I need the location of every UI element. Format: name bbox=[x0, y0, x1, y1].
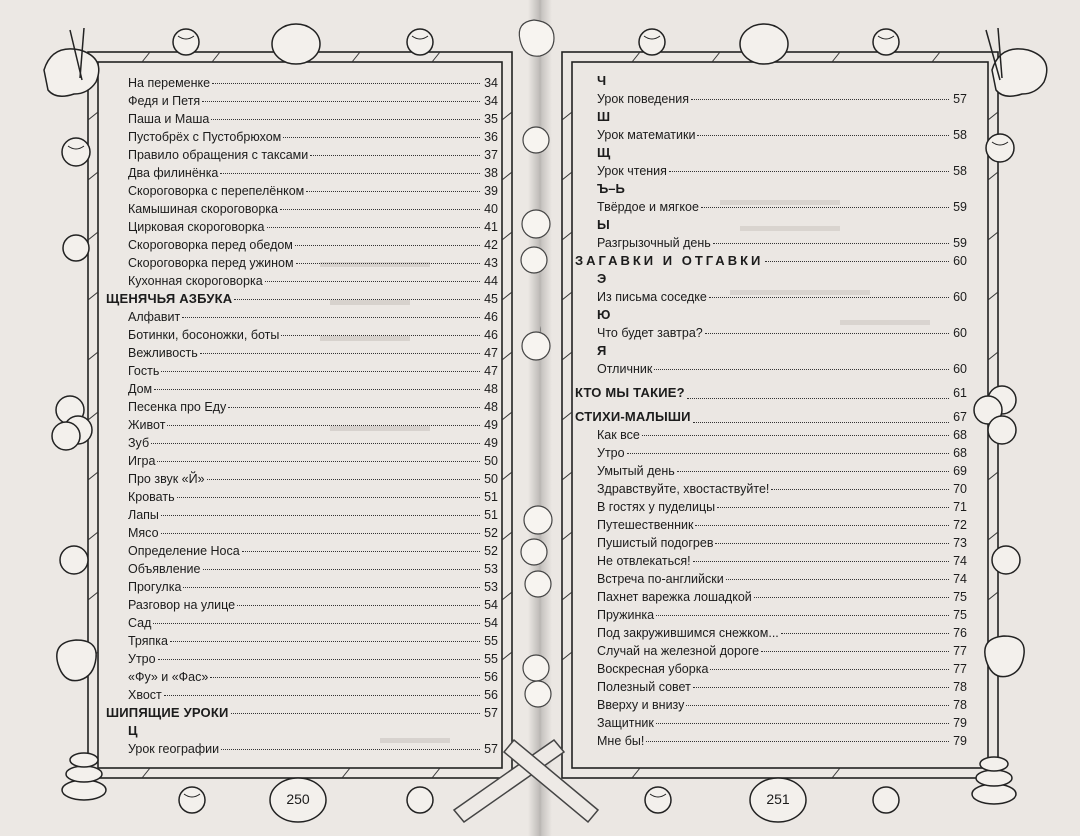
toc-entry bbox=[106, 74, 498, 92]
toc-entry-title: Воскресная уборка bbox=[597, 662, 709, 676]
dot-leader bbox=[183, 587, 480, 588]
toc-entry-title: Игра bbox=[128, 454, 156, 468]
dot-leader bbox=[242, 551, 480, 552]
toc-entry bbox=[106, 434, 498, 452]
toc-entry-title: Песенка про Еду bbox=[128, 400, 227, 414]
toc-page-number: 35 bbox=[484, 112, 498, 126]
toc-entry bbox=[575, 588, 967, 606]
dot-leader bbox=[296, 263, 480, 264]
dot-leader bbox=[161, 515, 480, 516]
toc-entry bbox=[575, 360, 967, 378]
dot-leader bbox=[200, 353, 480, 354]
toc-page-number: 69 bbox=[953, 464, 967, 478]
toc-entry-title: Встреча по-английски bbox=[597, 572, 724, 586]
toc-entry-title: ШИПЯЩИЕ УРОКИ bbox=[106, 705, 229, 720]
toc-entry-title: Утро bbox=[597, 446, 625, 460]
toc-page-number: 51 bbox=[484, 508, 498, 522]
toc-right-list bbox=[575, 72, 967, 750]
toc-entry-title: Урок географии bbox=[128, 742, 220, 756]
toc-entry bbox=[575, 126, 967, 144]
toc-page-number: 76 bbox=[953, 626, 967, 640]
toc-entry-title: Пахнет варежка лошадкой bbox=[597, 590, 752, 604]
dot-leader bbox=[691, 99, 949, 100]
toc-entry-title: Живот bbox=[128, 418, 166, 432]
toc-page-number: 73 bbox=[953, 536, 967, 550]
toc-page-number: 57 bbox=[484, 742, 498, 756]
toc-entry bbox=[106, 416, 498, 434]
toc-entry bbox=[575, 288, 967, 306]
toc-entry bbox=[575, 324, 967, 342]
toc-entry bbox=[106, 200, 498, 218]
toc-entry bbox=[106, 236, 498, 254]
dot-leader bbox=[182, 317, 480, 318]
toc-entry bbox=[575, 534, 967, 552]
toc-page-number: 74 bbox=[953, 572, 967, 586]
dot-leader bbox=[697, 135, 949, 136]
dot-leader bbox=[677, 471, 949, 472]
toc-entry bbox=[106, 380, 498, 398]
toc-entry-title: Что будет завтра? bbox=[597, 326, 703, 340]
toc-entry bbox=[106, 272, 498, 290]
dot-leader bbox=[220, 173, 480, 174]
dot-leader bbox=[781, 633, 949, 634]
toc-letter-heading: Ч bbox=[597, 73, 607, 88]
toc-entry bbox=[575, 462, 967, 480]
toc-entry-title: Урок математики bbox=[597, 128, 696, 142]
dot-leader bbox=[177, 497, 480, 498]
toc-entry bbox=[106, 560, 498, 578]
toc-page-number: 79 bbox=[953, 716, 967, 730]
toc-page-number: 52 bbox=[484, 544, 498, 558]
dot-leader bbox=[237, 605, 480, 606]
dot-leader bbox=[771, 489, 949, 490]
toc-entry-title: Не отвлекаться! bbox=[597, 554, 691, 568]
toc-entry-title: Утро bbox=[128, 652, 156, 666]
toc-entry bbox=[575, 480, 967, 498]
dot-leader bbox=[713, 243, 949, 244]
toc-entry bbox=[106, 740, 498, 758]
toc-page-number: 57 bbox=[953, 92, 967, 106]
dot-leader bbox=[761, 651, 949, 652]
toc-entry bbox=[575, 552, 967, 570]
toc-entry bbox=[106, 668, 498, 686]
toc-entry bbox=[575, 642, 967, 660]
toc-entry-title: Пружинка bbox=[597, 608, 655, 622]
gutter-balloons bbox=[514, 0, 538, 836]
dot-leader bbox=[765, 261, 949, 262]
toc-entry-title: Пушистый подогрев bbox=[597, 536, 714, 550]
toc-entry-title: Разговор на улице bbox=[128, 598, 236, 612]
toc-entry-title: Полезный совет bbox=[597, 680, 691, 694]
toc-section-heading bbox=[106, 290, 498, 308]
toc-page-number: 75 bbox=[953, 590, 967, 604]
toc-entry bbox=[575, 498, 967, 516]
toc-page-number: 61 bbox=[953, 386, 967, 400]
toc-letter-heading: Я bbox=[597, 343, 607, 358]
toc-page-number: 50 bbox=[484, 454, 498, 468]
toc-entry-title: Лапы bbox=[128, 508, 159, 522]
toc-letter-heading: Ш bbox=[597, 109, 611, 124]
toc-entry-title: Гость bbox=[128, 364, 160, 378]
dot-leader bbox=[161, 533, 480, 534]
toc-entry-title: Цирковая скороговорка bbox=[128, 220, 265, 234]
toc-page-number: 43 bbox=[484, 256, 498, 270]
toc-entry-title: Урок чтения bbox=[597, 164, 667, 178]
toc-page-number: 45 bbox=[484, 292, 498, 306]
toc-page-number: 48 bbox=[484, 382, 498, 396]
toc-letter-heading: Э bbox=[597, 271, 607, 286]
toc-entry-title: Вежливость bbox=[128, 346, 198, 360]
dot-leader bbox=[283, 137, 480, 138]
dot-leader bbox=[164, 695, 480, 696]
dot-leader bbox=[151, 443, 480, 444]
toc-entry-title: Определение Носа bbox=[128, 544, 240, 558]
dot-leader bbox=[154, 389, 480, 390]
toc-entry-title: Хвост bbox=[128, 688, 162, 702]
toc-entry-title: Отличник bbox=[597, 362, 653, 376]
toc-page-number: 78 bbox=[953, 680, 967, 694]
toc-page-number: 58 bbox=[953, 128, 967, 142]
toc-page-number: 60 bbox=[953, 326, 967, 340]
toc-left-list bbox=[106, 74, 498, 758]
dot-leader bbox=[642, 435, 949, 436]
toc-entry bbox=[106, 254, 498, 272]
toc-page-number: 42 bbox=[484, 238, 498, 252]
dot-leader bbox=[234, 299, 480, 300]
toc-entry bbox=[106, 596, 498, 614]
toc-page-number: 50 bbox=[484, 472, 498, 486]
toc-page-number: 48 bbox=[484, 400, 498, 414]
toc-entry bbox=[106, 398, 498, 416]
toc-entry-title: Зуб bbox=[128, 436, 150, 450]
dot-leader bbox=[158, 659, 480, 660]
toc-entry-title: Разгрызочный день bbox=[597, 236, 711, 250]
dot-leader bbox=[203, 569, 481, 570]
toc-page-number: 40 bbox=[484, 202, 498, 216]
toc-page-number: 38 bbox=[484, 166, 498, 180]
toc-page-number: 58 bbox=[953, 164, 967, 178]
dot-leader bbox=[228, 407, 480, 408]
toc-entry bbox=[106, 578, 498, 596]
toc-entry-title: На переменке bbox=[128, 76, 211, 90]
dot-leader bbox=[710, 669, 949, 670]
dot-leader bbox=[646, 741, 949, 742]
dot-leader bbox=[280, 209, 480, 210]
toc-entry bbox=[106, 92, 498, 110]
toc-section-heading bbox=[106, 704, 498, 722]
dot-leader bbox=[265, 281, 480, 282]
toc-entry bbox=[106, 470, 498, 488]
toc-page-number: 59 bbox=[953, 236, 967, 250]
dot-leader bbox=[153, 623, 480, 624]
dot-leader bbox=[211, 119, 480, 120]
toc-page-number: 77 bbox=[953, 644, 967, 658]
toc-entry bbox=[106, 686, 498, 704]
toc-letter-heading: Ц bbox=[128, 723, 138, 738]
dot-leader bbox=[157, 461, 480, 462]
toc-entry-title: Кухонная скороговорка bbox=[128, 274, 263, 288]
toc-entry bbox=[575, 606, 967, 624]
toc-page-number: 75 bbox=[953, 608, 967, 622]
book-gutter bbox=[528, 0, 552, 836]
toc-entry bbox=[106, 488, 498, 506]
toc-page-number: 78 bbox=[953, 698, 967, 712]
toc-entry bbox=[575, 516, 967, 534]
toc-entry bbox=[106, 362, 498, 380]
toc-entry bbox=[106, 128, 498, 146]
toc-entry-title: Мне бы! bbox=[597, 734, 645, 748]
toc-entry-title: Сад bbox=[128, 616, 152, 630]
toc-entry-title: СТИХИ-МАЛЫШИ bbox=[575, 409, 691, 424]
toc-entry-title: Кровать bbox=[128, 490, 175, 504]
toc-entry-title: Федя и Петя bbox=[128, 94, 201, 108]
toc-entry bbox=[106, 146, 498, 164]
dot-leader bbox=[686, 705, 949, 706]
toc-page-number: 34 bbox=[484, 94, 498, 108]
dot-leader bbox=[693, 687, 949, 688]
toc-entry-title: «Фу» и «Фас» bbox=[128, 670, 209, 684]
toc-entry-title: Путешественник bbox=[597, 518, 694, 532]
toc-entry bbox=[575, 198, 967, 216]
dot-leader bbox=[310, 155, 480, 156]
toc-entry bbox=[106, 182, 498, 200]
toc-entry-title: Два филинёнка bbox=[128, 166, 219, 180]
toc-page-number: 53 bbox=[484, 580, 498, 594]
toc-page-number: 68 bbox=[953, 446, 967, 460]
toc-entry-title: В гостях у пуделицы bbox=[597, 500, 716, 514]
toc-page-number: 57 bbox=[484, 706, 498, 720]
toc-entry bbox=[106, 524, 498, 542]
dot-leader bbox=[705, 333, 949, 334]
toc-entry bbox=[106, 542, 498, 560]
toc-entry bbox=[575, 660, 967, 678]
toc-entry-title: Камышиная скороговорка bbox=[128, 202, 278, 216]
toc-page-number: 59 bbox=[953, 200, 967, 214]
toc-entry-title: Умытый день bbox=[597, 464, 675, 478]
toc-page-number: 72 bbox=[953, 518, 967, 532]
toc-entry-title: Твёрдое и мягкое bbox=[597, 200, 699, 214]
dot-leader bbox=[687, 398, 949, 399]
toc-page-number: 47 bbox=[484, 346, 498, 360]
toc-entry-title: Здравствуйте, хвостаствуйте! bbox=[597, 482, 770, 496]
dot-leader bbox=[693, 422, 949, 423]
toc-entry bbox=[575, 624, 967, 642]
dot-leader bbox=[167, 425, 480, 426]
toc-page-number: 49 bbox=[484, 436, 498, 450]
toc-page-number: 70 bbox=[953, 482, 967, 496]
toc-page-number: 60 bbox=[953, 290, 967, 304]
toc-page-number: 46 bbox=[484, 328, 498, 342]
dot-leader bbox=[210, 677, 480, 678]
toc-page-number: 77 bbox=[953, 662, 967, 676]
toc-entry bbox=[106, 326, 498, 344]
toc-entry-title: ЩЕНЯЧЬЯ АЗБУКА bbox=[106, 291, 233, 306]
toc-page-number: 56 bbox=[484, 688, 498, 702]
toc-letter-heading: Ю bbox=[597, 307, 611, 322]
dot-leader bbox=[654, 369, 949, 370]
right-page bbox=[540, 0, 1080, 836]
toc-entry bbox=[575, 426, 967, 444]
dot-leader bbox=[161, 371, 480, 372]
toc-entry bbox=[575, 90, 967, 108]
toc-entry bbox=[106, 614, 498, 632]
toc-entry-title: Урок поведения bbox=[597, 92, 690, 106]
page-number-right: 251 bbox=[766, 791, 790, 807]
toc-entry bbox=[106, 650, 498, 668]
dot-leader bbox=[715, 543, 949, 544]
toc-entry-title: Паша и Маша bbox=[128, 112, 210, 126]
toc-entry bbox=[106, 218, 498, 236]
toc-page-number: 46 bbox=[484, 310, 498, 324]
dot-leader bbox=[726, 579, 949, 580]
dot-leader bbox=[267, 227, 481, 228]
dot-leader bbox=[754, 597, 949, 598]
toc-entry-title: Вверху и внизу bbox=[597, 698, 685, 712]
toc-entry-title: Объявление bbox=[128, 562, 201, 576]
dot-leader bbox=[212, 83, 480, 84]
dot-leader bbox=[295, 245, 480, 246]
toc-entry-title: Под закружившимся снежком... bbox=[597, 626, 779, 640]
toc-entry-title: КТО МЫ ТАКИЕ? bbox=[575, 385, 685, 400]
toc-entry bbox=[575, 678, 967, 696]
toc-entry bbox=[575, 696, 967, 714]
toc-entry bbox=[575, 234, 967, 252]
toc-entry-title: Прогулка bbox=[128, 580, 182, 594]
toc-page-number: 56 bbox=[484, 670, 498, 684]
dot-leader bbox=[207, 479, 480, 480]
toc-page-number: 54 bbox=[484, 598, 498, 612]
toc-page-number: 47 bbox=[484, 364, 498, 378]
toc-page-number: 79 bbox=[953, 734, 967, 748]
toc-page-number: 74 bbox=[953, 554, 967, 568]
toc-entry bbox=[106, 308, 498, 326]
toc-page-number: 54 bbox=[484, 616, 498, 630]
toc-entry bbox=[575, 714, 967, 732]
toc-entry bbox=[106, 452, 498, 470]
toc-page-number: 37 bbox=[484, 148, 498, 162]
toc-page-number: 36 bbox=[484, 130, 498, 144]
dot-leader bbox=[717, 507, 949, 508]
toc-page-number: 55 bbox=[484, 634, 498, 648]
toc-page-number: 52 bbox=[484, 526, 498, 540]
toc-section-heading bbox=[575, 402, 967, 426]
toc-entry bbox=[106, 506, 498, 524]
toc-entry-title: Алфавит bbox=[128, 310, 181, 324]
toc-entry bbox=[106, 632, 498, 650]
toc-section-heading bbox=[575, 378, 967, 402]
toc-entry bbox=[575, 732, 967, 750]
dot-leader bbox=[709, 297, 949, 298]
toc-entry-title: Из письма соседке bbox=[597, 290, 707, 304]
toc-entry-title: Скороговорка перед ужином bbox=[128, 256, 294, 270]
toc-page-number: 60 bbox=[953, 254, 967, 268]
toc-entry bbox=[106, 164, 498, 182]
toc-page-number: 41 bbox=[484, 220, 498, 234]
toc-entry bbox=[106, 110, 498, 128]
toc-entry-title: Скороговорка перед обедом bbox=[128, 238, 293, 252]
dot-leader bbox=[231, 713, 480, 714]
toc-page-number: 49 bbox=[484, 418, 498, 432]
toc-page-number: 68 bbox=[953, 428, 967, 442]
dot-leader bbox=[693, 561, 949, 562]
toc-page-number: 51 bbox=[484, 490, 498, 504]
toc-page-number: 55 bbox=[484, 652, 498, 666]
toc-page-number: 34 bbox=[484, 76, 498, 90]
toc-entry-title: ЗАГАВКИ И ОТГАВКИ bbox=[575, 253, 764, 268]
dot-leader bbox=[281, 335, 480, 336]
toc-entry-title: Про звук «Й» bbox=[128, 472, 205, 486]
dot-leader bbox=[627, 453, 949, 454]
dot-leader bbox=[306, 191, 480, 192]
toc-entry-title: Защитник bbox=[597, 716, 654, 730]
toc-entry bbox=[106, 344, 498, 362]
dot-leader bbox=[656, 615, 949, 616]
toc-letter-heading: Щ bbox=[597, 145, 611, 160]
toc-entry-title: Дом bbox=[128, 382, 153, 396]
toc-page-number: 60 bbox=[953, 362, 967, 376]
toc-section-heading bbox=[575, 252, 967, 270]
toc-page-number: 44 bbox=[484, 274, 498, 288]
toc-entry-title: Тряпка bbox=[128, 634, 168, 648]
toc-entry bbox=[575, 444, 967, 462]
toc-page-number: 67 bbox=[953, 410, 967, 424]
toc-entry-title: Правило обращения с таксами bbox=[128, 148, 309, 162]
toc-entry-title: Случай на железной дороге bbox=[597, 644, 760, 658]
toc-entry-title: Скороговорка с перепелёнком bbox=[128, 184, 305, 198]
dot-leader bbox=[669, 171, 949, 172]
dot-leader bbox=[202, 101, 480, 102]
toc-entry-title: Пустобрёх с Пустобрюхом bbox=[128, 130, 282, 144]
dot-leader bbox=[221, 749, 480, 750]
dot-leader bbox=[695, 525, 949, 526]
dot-leader bbox=[170, 641, 480, 642]
dot-leader bbox=[701, 207, 949, 208]
toc-page-number: 53 bbox=[484, 562, 498, 576]
toc-page-number: 39 bbox=[484, 184, 498, 198]
toc-entry bbox=[575, 570, 967, 588]
toc-letter-heading: Ы bbox=[597, 217, 610, 232]
toc-page-number: 71 bbox=[953, 500, 967, 514]
toc-entry bbox=[575, 162, 967, 180]
toc-entry-title: Мясо bbox=[128, 526, 159, 540]
toc-entry-title: Ботинки, босоножки, боты bbox=[128, 328, 280, 342]
page-number-left: 250 bbox=[286, 791, 310, 807]
toc-entry-title: Как все bbox=[597, 428, 640, 442]
toc-letter-heading: Ъ–Ь bbox=[597, 181, 625, 196]
dot-leader bbox=[656, 723, 949, 724]
